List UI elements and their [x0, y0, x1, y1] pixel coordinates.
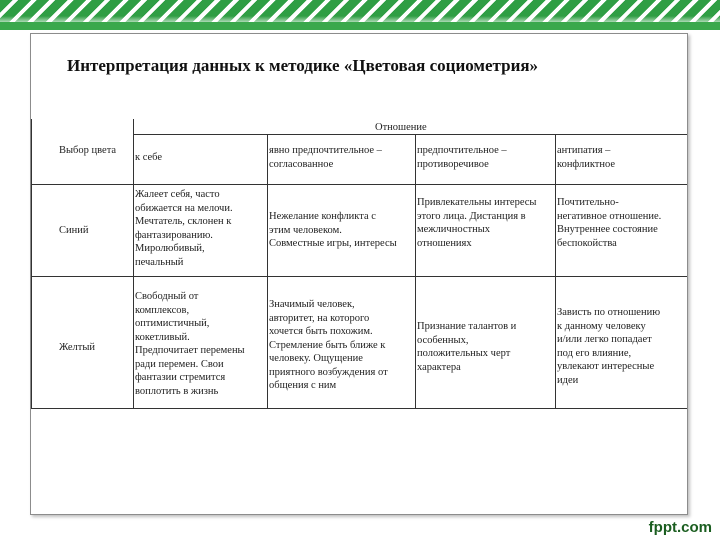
table-cell: Зависть по отношению к данному человеку и/или легко попадает под его влияние, увлекают интересные идеи — [557, 307, 661, 386]
table-rule — [31, 184, 687, 185]
table-rule — [555, 134, 556, 408]
page-title: Интерпретация данных к методике «Цветовая социометрия» — [67, 56, 539, 75]
table-cell: Нежелание конфликта с этим человеком. Совместные игры, интересы — [269, 211, 397, 249]
table-cell: Привлекательны интересы этого лица. Дистанция в межличностных отношениях — [417, 197, 537, 249]
column-header: явно предпочтительное – согласованное — [269, 145, 382, 170]
row-color-label: Синий — [59, 225, 89, 236]
fppt-logo: fppt.com — [648, 519, 712, 536]
column-header: к себе — [135, 152, 163, 163]
first-column-header: Выбор цвета — [59, 145, 117, 156]
table-cell: Признание талантов и особенных, положительных черт характера — [417, 321, 517, 373]
slide — [30, 33, 688, 515]
table-rule — [31, 119, 32, 408]
table-cell: Значимый человек, авторитет, на которого хочется быть похожим. Стремление быть ближе к человеку. Ощущение приятного возбуждения от общения с ним — [269, 299, 388, 391]
table-cell: Почтительно- негативное отношение. Внутреннее состояние беспокойства — [557, 197, 662, 249]
table-rule — [31, 276, 687, 277]
table-rule — [133, 119, 134, 408]
table-cell: Жалеет себя, часто обижается на мелочи. Мечтатель, склонен к фантазированию. Миролюбивый, печальный — [135, 189, 233, 268]
table-cell: Свободный от комплексов, оптимистичный, кокетливый. Предпочитает перемены ради перемен. Свои фантазии стремится воплотить в жизнь — [135, 291, 245, 397]
table-group-header: Отношение — [375, 122, 427, 133]
table-rule — [31, 408, 687, 409]
table-rule — [267, 134, 268, 408]
column-header: предпочтительное – противоречивое — [417, 145, 507, 170]
column-header: антипатия – конфликтное — [557, 145, 616, 170]
row-color-label: Желтый — [59, 342, 96, 353]
decorative-band — [0, 22, 720, 30]
table-rule — [415, 134, 416, 408]
